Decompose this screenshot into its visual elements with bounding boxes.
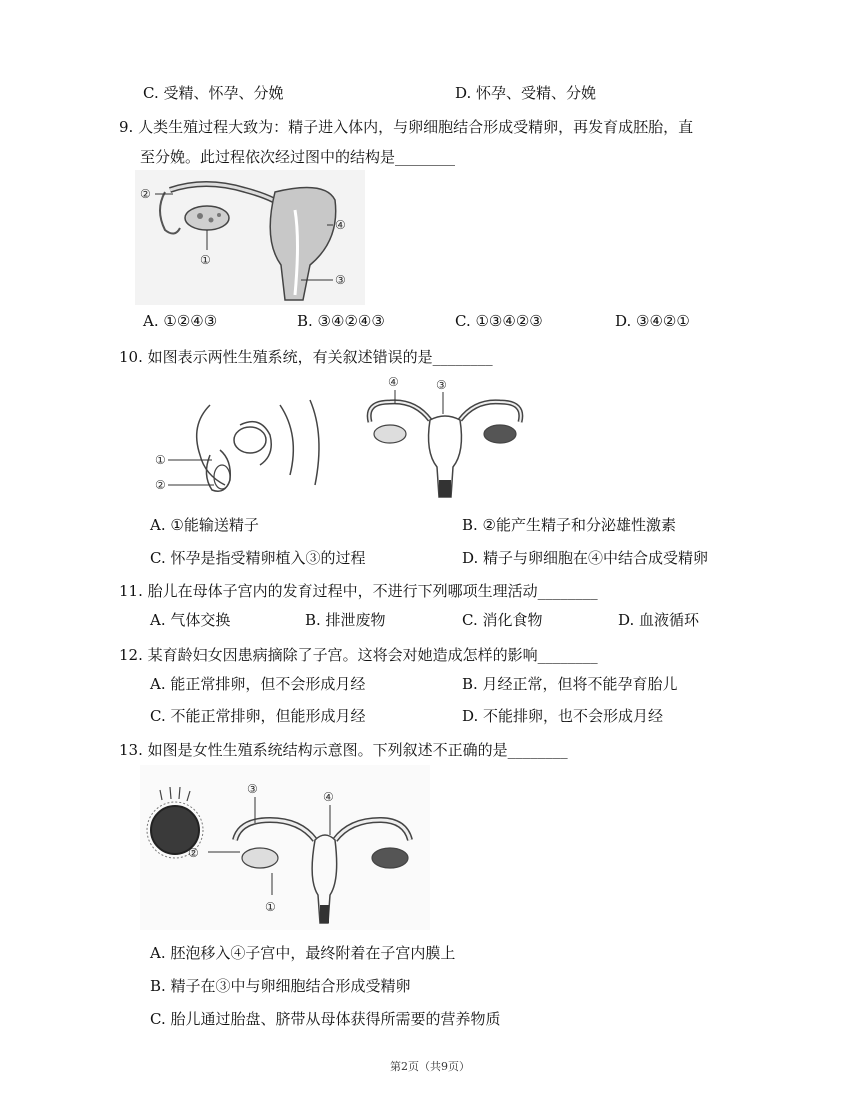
q10-label-4: ④ bbox=[388, 375, 399, 389]
q13-label-4: ④ bbox=[323, 790, 334, 804]
q10-male-figure bbox=[150, 395, 335, 505]
q12-stem: 12. 某育龄妇女因患病摘除了子宫。这将会对她造成怎样的影响________ bbox=[119, 646, 598, 664]
q13-option-c: C. 胎儿通过胎盘、脐带从母体获得所需要的营养物质 bbox=[150, 1010, 501, 1028]
q13-option-a: A. 胚泡移入④子宫中，最终附着在子宫内膜上 bbox=[150, 944, 456, 962]
q9-uterus-figure bbox=[135, 170, 365, 305]
q10-option-a: A. ①能输送精子 bbox=[150, 516, 259, 534]
q10-option-c: C. 怀孕是指受精卵植入③的过程 bbox=[150, 549, 366, 567]
q11-stem: 11. 胎儿在母体子宫内的发育过程中，不进行下列哪项生理活动________ bbox=[119, 582, 598, 600]
page-footer: 第2页（共9页） bbox=[390, 1060, 470, 1073]
q11-option-b: B. 排泄废物 bbox=[305, 611, 386, 629]
q10-label-1: ① bbox=[155, 453, 166, 467]
q9-label-3: ③ bbox=[335, 273, 346, 287]
q9-option-c: C. ①③④②③ bbox=[455, 312, 543, 330]
q10-option-b: B. ②能产生精子和分泌雄性激素 bbox=[462, 516, 677, 534]
q9-stem-line1: 9. 人类生殖过程大致为：精子进入体内，与卵细胞结合形成受精卵，再发育成胚胎，直 bbox=[119, 118, 694, 136]
q13-female-figure bbox=[140, 765, 430, 930]
q9-option-a: A. ①②④③ bbox=[143, 312, 218, 330]
q12-option-a: A. 能正常排卵，但不会形成月经 bbox=[150, 675, 366, 693]
q13-option-b: B. 精子在③中与卵细胞结合形成受精卵 bbox=[150, 977, 411, 995]
q12-option-c: C. 不能正常排卵，但能形成月经 bbox=[150, 707, 366, 725]
q13-label-3: ③ bbox=[247, 782, 258, 796]
q10-female-figure bbox=[355, 372, 535, 502]
q9-label-4: ④ bbox=[335, 218, 346, 232]
q12-option-b: B. 月经正常，但将不能孕育胎儿 bbox=[462, 675, 678, 693]
q13-label-2: ② bbox=[188, 846, 199, 860]
q9-label-1: ① bbox=[200, 253, 211, 267]
q13-label-1: ① bbox=[265, 900, 276, 914]
q10-stem: 10. 如图表示两性生殖系统，有关叙述错误的是________ bbox=[119, 348, 493, 366]
q11-option-a: A. 气体交换 bbox=[150, 611, 231, 629]
q9-label-2: ② bbox=[140, 187, 151, 201]
q11-option-d: D. 血液循环 bbox=[618, 611, 700, 629]
q9-stem-line2: 至分娩。此过程依次经过图中的结构是________ bbox=[140, 148, 456, 166]
q8-option-d: D. 怀孕、受精、分娩 bbox=[455, 84, 597, 102]
q10-label-2: ② bbox=[155, 478, 166, 492]
q10-label-3: ③ bbox=[436, 378, 447, 392]
q12-option-d: D. 不能排卵，也不会形成月经 bbox=[462, 707, 664, 725]
q9-option-b: B. ③④②④③ bbox=[297, 312, 385, 330]
q13-stem: 13. 如图是女性生殖系统结构示意图。下列叙述不正确的是________ bbox=[119, 741, 568, 759]
q11-option-c: C. 消化食物 bbox=[462, 611, 543, 629]
q10-option-d: D. 精子与卵细胞在④中结合成受精卵 bbox=[462, 549, 709, 567]
q8-option-c: C. 受精、怀孕、分娩 bbox=[143, 84, 284, 102]
q9-option-d: D. ③④②① bbox=[615, 312, 690, 330]
